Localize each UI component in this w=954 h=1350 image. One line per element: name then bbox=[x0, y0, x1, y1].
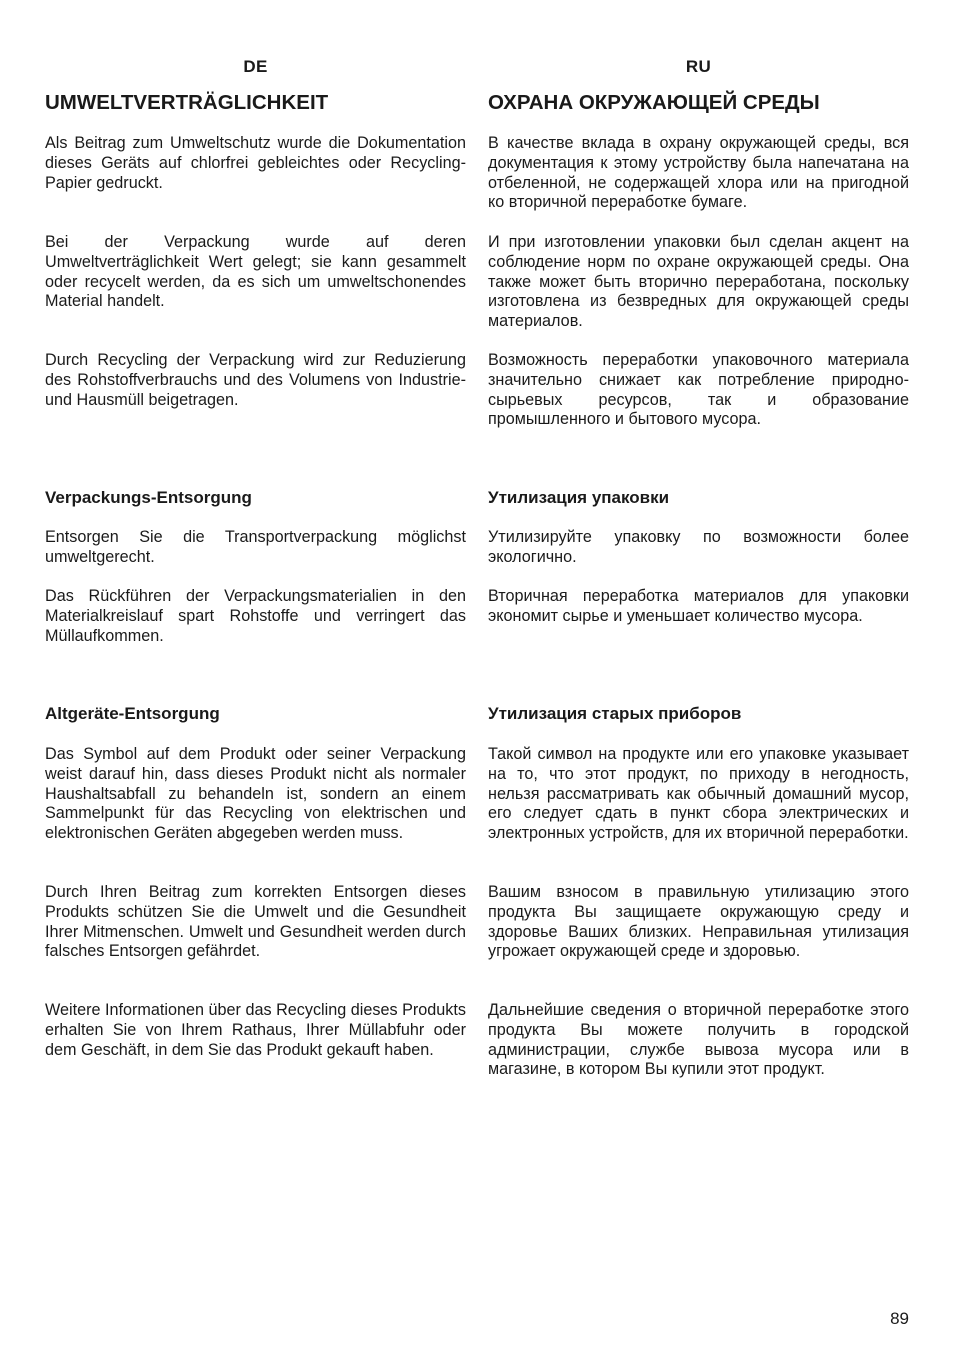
language-label-ru: RU bbox=[685, 57, 712, 76]
packaging-paragraph-1-ru: Утилизируйте упаковку по возможности более экологично. bbox=[488, 528, 909, 566]
packaging-paragraph-1-de: Entsorgen Sie die Transportverpackung möglichst umweltgerecht. bbox=[45, 528, 466, 566]
packaging-paragraph-2-ru: Вторичная переработка материалов для упаковки экономит сырье и уменьшает количество мусора. bbox=[488, 587, 909, 625]
intro-paragraph-3-de: Durch Recycling der Verpackung wird zur Reduzierung des Rohstoffverbrauchs und des Volumens von Industrie- und Hausmüll beigetragen. bbox=[45, 351, 466, 409]
intro-paragraph-3-ru: Возможность переработки упаковочного материала значительно снижает как потребление природно-сырьевых ресурсов, так и образование промышленного и бытового мусора. bbox=[488, 351, 909, 429]
section-title-ru: ОХРАНА ОКРУЖАЮЩЕЙ СРЕДЫ bbox=[488, 91, 820, 114]
packaging-heading-de: Verpackungs-Entsorgung bbox=[45, 488, 252, 507]
old-appliance-paragraph-2-ru: Вашим взносом в правильную утилизацию этого продукта Вы защищаете окружающую среду и здоровье Ваших близких. Неправильная утилизация угрожает окружающей среде и здоровью. bbox=[488, 883, 909, 961]
intro-paragraph-1-de: Als Beitrag zum Umweltschutz wurde die Dokumentation dieses Geräts auf chlorfrei gebleichtes oder Recycling-Papier gedruckt. bbox=[45, 134, 466, 192]
intro-paragraph-2-de: Bei der Verpackung wurde auf deren Umweltverträglichkeit Wert gelegt; sie kann gesammelt oder recycelt werden, da es sich um umweltschonendes Material handelt. bbox=[45, 233, 466, 311]
packaging-paragraph-2-de: Das Rückführen der Verpackungsmaterialien in den Materialkreislauf spart Rohstoffe und verringert das Müllaufkommen. bbox=[45, 587, 466, 645]
packaging-heading-ru: Утилизация упаковки bbox=[488, 488, 670, 507]
section-title-de: UMWELTVERTRÄGLICHKEIT bbox=[45, 91, 329, 114]
old-appliance-paragraph-1-de: Das Symbol auf dem Produkt oder seiner Verpackung weist darauf hin, dass dieses Produkt nicht als normaler Haushaltsabfall zu behandeln ist, sondern an einem Sammelpunkt für das Recycling von elektrischen und elektronischen Geräten abgegeben werden muss. bbox=[45, 745, 466, 843]
old-appliance-heading-ru: Утилизация старых приборов bbox=[488, 704, 742, 723]
old-appliance-paragraph-3-de: Weitere Informationen über das Recycling dieses Produkts erhalten Sie von Ihrem Rathaus, Ihrer Müllabfuhr oder dem Geschäft, in dem Sie das Produkt gekauft haben. bbox=[45, 1001, 466, 1059]
language-label-de: DE bbox=[243, 57, 268, 76]
intro-paragraph-2-ru: И при изготовлении упаковки был сделан акцент на соблюдение норм по охране окружающей среды. Она также может быть вторично переработана, поскольку изготовлена из безвредных для окружающей среды материалов. bbox=[488, 233, 909, 331]
old-appliance-paragraph-1-ru: Такой символ на продукте или его упаковке указывает на то, что этот продукт, по приходу в негодность, нельзя рассматривать как обычный домашний мусор, его следует сдать в пункт сбора электрических и электронных устройств, для их вторичной переработки. bbox=[488, 745, 909, 843]
intro-paragraph-1-ru: В качестве вклада в охрану окружающей среды, вся документация к этому устройству была напечатана на отбеленной, не содержащей хлора или на пригодной ко вторичной переработке бумаге. bbox=[488, 134, 909, 212]
old-appliance-paragraph-3-ru: Дальнейшие сведения о вторичной переработке этого продукта Вы можете получить в городской администрации, службе вывоза мусора или в магазине, в котором Вы купили этот продукт. bbox=[488, 1001, 909, 1079]
old-appliance-heading-de: Altgeräte-Entsorgung bbox=[45, 704, 220, 723]
old-appliance-paragraph-2-de: Durch Ihren Beitrag zum korrekten Entsorgen dieses Produkts schützen Sie die Umwelt und die Gesundheit Ihrer Mitmenschen. Umwelt und Gesundheit werden durch falsches Entsorgen gefährdet. bbox=[45, 883, 466, 961]
page-number: 89 bbox=[890, 1309, 909, 1328]
